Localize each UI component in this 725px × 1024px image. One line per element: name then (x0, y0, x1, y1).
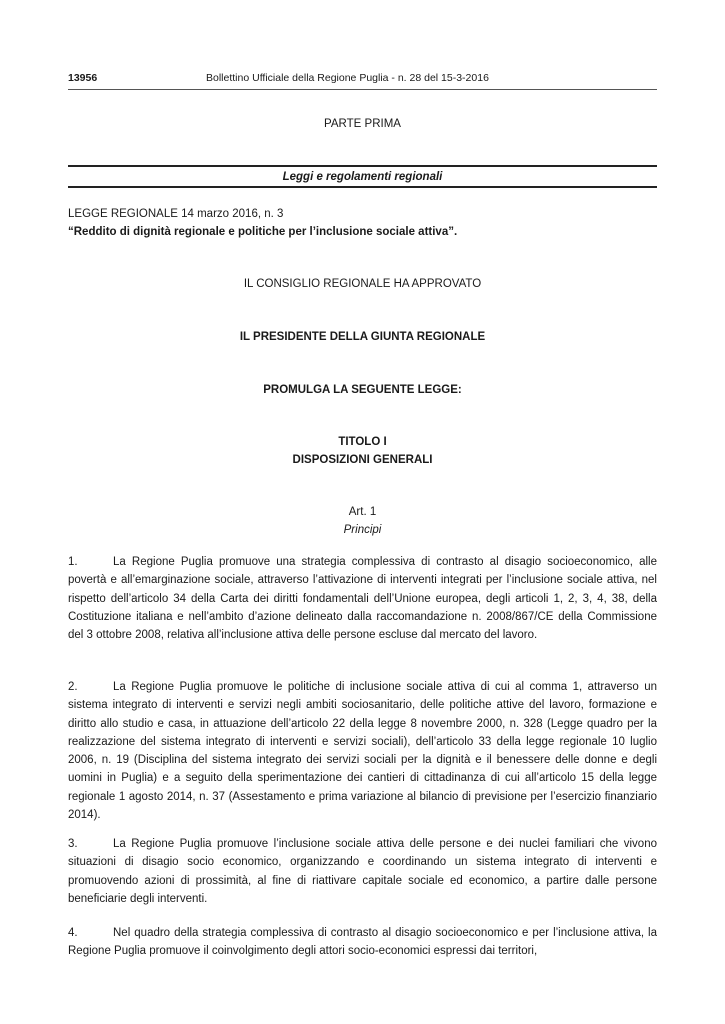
section-rule-bottom (68, 186, 657, 188)
page-number: 13956 (68, 72, 98, 84)
header-divider (68, 89, 657, 90)
paragraph-number: 1. (68, 556, 78, 568)
section-rule-top (68, 165, 657, 167)
parte-label: PARTE PRIMA (324, 118, 401, 130)
paragraph-number: 2. (68, 681, 78, 693)
paragraph-4 (68, 924, 657, 961)
paragraph-text: La Regione Puglia promuove l’inclusione sociale attiva delle persone e dei nuclei familiari che vivono situazioni di disagio socio economico, organizzando e coordinando un sistema integrato di interventi e promuovendo azioni di prossimità, al fine di riattivare capitale sociale ed economico, a partire dalle persone beneficiarie degli interventi. (68, 838, 657, 905)
section-title: Leggi e regolamenti regionali (282, 171, 443, 183)
president-line: IL PRESIDENTE DELLA GIUNTA REGIONALE (239, 331, 486, 343)
law-heading: LEGGE REGIONALE 14 marzo 2016, n. 3 (68, 208, 284, 220)
paragraph-number: 4. (68, 927, 78, 939)
promulga-line: PROMULGA LA SEGUENTE LEGGE: (263, 384, 462, 396)
article-label: Art. 1 (348, 506, 377, 518)
titolo-label: TITOLO I (338, 436, 387, 448)
paragraph-text: La Regione Puglia promuove una strategia complessiva di contrasto al disagio socioeconomico, alle povertà e all’emarginazione sociale, attraverso l’attivazione di interventi integrati per l’inclusione sociale attiva, nel rispetto dell’articolo 34 della Carta dei diritti fondamentali dell’Unione europea, degli articoli 1, 2, 3, 4, 38, della Costituzione italiana e nell’ambito d’azione delineato dalla raccomandazione n. 2008/867/CE della Commissione del 3 ottobre 2008, relativa all’inclusione attiva delle persone escluse dal mercato del lavoro. (68, 556, 657, 642)
paragraph-2 (68, 678, 657, 824)
paragraph-text: Nel quadro della strategia complessiva di contrasto al disagio socioeconomico e per l’inclusione attiva, la Regione Puglia promuove il coinvolgimento degli attori socio-economici espressi dai territori, (68, 927, 657, 958)
bulletin-title: Bollettino Ufficiale della Regione Puglia - n. 28 del 15-3-2016 (206, 72, 489, 84)
law-subtitle: “Reddito di dignità regionale e politiche per l’inclusione sociale attiva”. (68, 226, 458, 238)
paragraph-text: La Regione Puglia promuove le politiche di inclusione sociale attiva di cui al comma 1, attraverso un sistema integrato di interventi e servizi negli ambiti sociosanitario, delle politiche attive del lavoro, formazione e diritto allo studio e casa, in attuazione dell’articolo 22 della legge 8 novembre 2000, n. 328 (Legge quadro per la realizzazione del sistema integrato di interventi e servizi sociali), dell’articolo 33 della legge regionale 10 luglio 2006, n. 19 (Disciplina del sistema integrato dei servizi sociali per la dignità e il benessere delle donne e degli uomini in Puglia) e a seguito della sperimentazione dei cantieri di cittadinanza di cui all’articolo 15 della legge regionale 1 agosto 2014, n. 37 (Assestamento e prima variazione al bilancio di previsione per l’esercizio finanziario 2014). (68, 681, 657, 822)
paragraph-1 (68, 553, 657, 644)
paragraph-3 (68, 835, 657, 908)
titolo-name: DISPOSIZIONI GENERALI (292, 454, 433, 466)
paragraph-number: 3. (68, 838, 78, 850)
page-header (68, 72, 657, 88)
approval-line: IL CONSIGLIO REGIONALE HA APPROVATO (243, 278, 482, 290)
article-name: Principi (343, 524, 382, 536)
